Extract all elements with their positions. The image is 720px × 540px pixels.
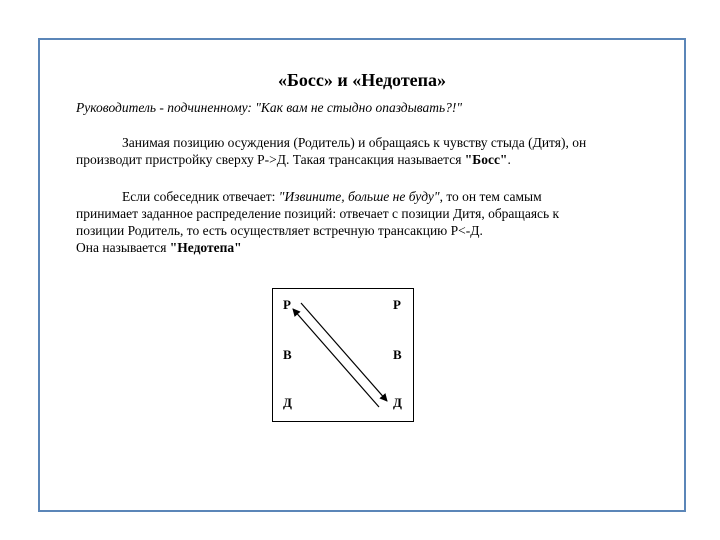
paragraph-nedotepa-text-end: , то он тем самым (439, 189, 542, 204)
paragraph-boss-line-1: Занимая позицию осуждения (Родитель) и обращаясь к чувству стыда (Дитя), он (122, 135, 587, 150)
paragraph-nedotepa-line-3: позиции Родитель, то есть осуществляет встречную трансакцию Р<-Д. (76, 223, 483, 238)
nedotepa-label-text: Она называется (76, 240, 170, 255)
nedotepa-term: "Недотепа" (169, 240, 242, 255)
transaction-diagram (272, 288, 414, 422)
right-label-child: Д (393, 395, 402, 410)
slide-frame (38, 38, 686, 512)
left-label-parent: Р (283, 297, 291, 312)
paragraph-nedotepa-line-1 (76, 188, 656, 205)
right-label-adult: В (393, 347, 402, 362)
right-label-parent: Р (393, 297, 401, 312)
transaction-arrows (273, 289, 413, 421)
paragraph-nedotepa (76, 188, 656, 256)
left-label-adult: В (283, 347, 292, 362)
boss-term: "Босс" (464, 152, 508, 167)
paragraph-nedotepa-text-start: Если собеседник отвечает: (122, 189, 279, 204)
paragraph-boss (76, 134, 656, 168)
paragraph-boss-text: производит пристройку сверху Р->Д. Такая трансакция называется (76, 152, 465, 167)
reply-quote: "Извините, больше не буду" (278, 189, 440, 204)
arrow-child-to-parent (293, 309, 379, 407)
paragraph-nedotepa-line-4 (76, 239, 656, 256)
arrow-parent-to-child (301, 303, 387, 401)
paragraph-boss-period: . (507, 152, 511, 167)
left-label-child: Д (283, 395, 292, 410)
intro-quote: Руководитель - подчиненному: "Как вам не стыдно опаздывать?!" (76, 100, 463, 115)
paragraph-boss-line-2 (76, 151, 656, 168)
paragraph-nedotepa-line-2: принимает заданное распределение позиций: отвечает с позиции Дитя, обращаясь к (76, 206, 560, 221)
slide-title: «Босс» и «Недотепа» (277, 70, 447, 90)
